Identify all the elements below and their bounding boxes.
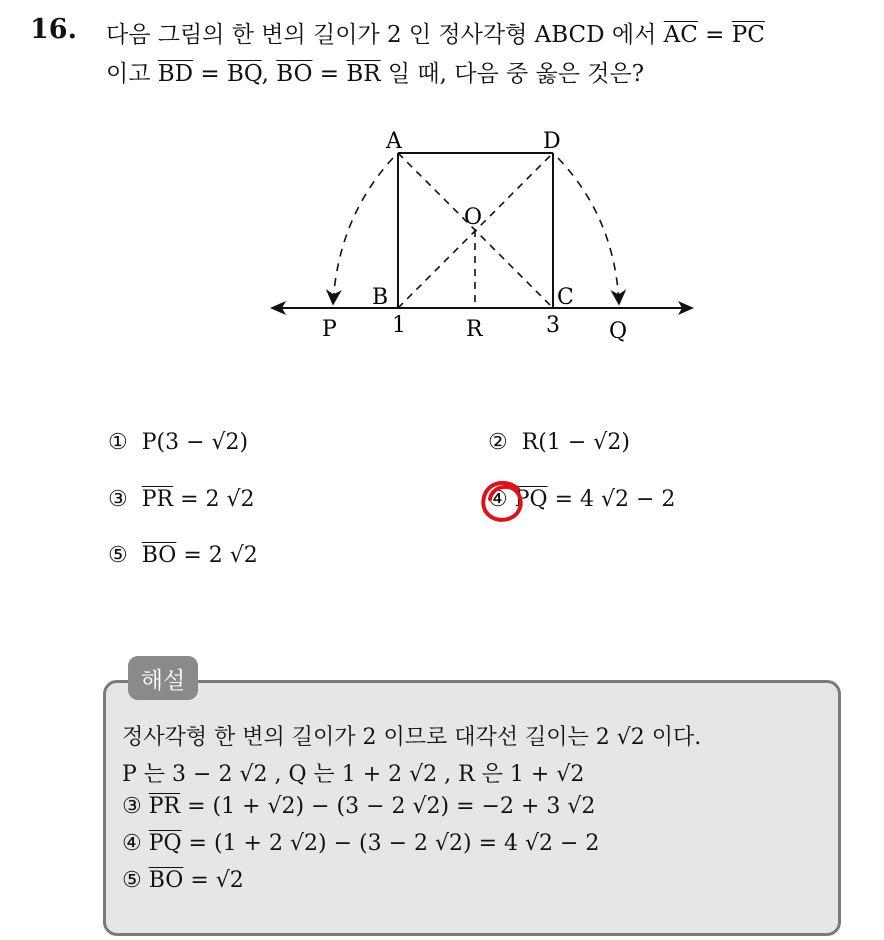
segment-bd: $\overline{BD}$ xyxy=(157,61,194,87)
solution-line-4-text: = (1 + 2 √2) − (3 − 2 √2) = 4 √2 − 2 xyxy=(181,831,600,856)
solution-line-3-text: = (1 + √2) − (3 − 2 √2) = −2 + 3 √2 xyxy=(180,794,596,819)
comma: , xyxy=(261,61,277,87)
label-1: 1 xyxy=(392,313,406,338)
choice-3[interactable] xyxy=(108,487,255,512)
square-number-line-figure xyxy=(260,118,700,348)
equals: = xyxy=(312,61,347,87)
solution-line-5 xyxy=(122,868,244,893)
equals: = xyxy=(697,22,732,48)
choice-2-number: ② xyxy=(488,430,508,455)
question-line-2 xyxy=(106,55,644,88)
choice-3-segment: $\overline{PR}$ xyxy=(141,487,174,512)
solution-line-2: P 는 3 − 2 √2 , Q 는 1 + 2 √2 , R 은 1 + √2 xyxy=(122,762,585,787)
question-text-1: 다음 그림의 한 변의 길이가 2 인 정사각형 ABCD 에서 xyxy=(106,22,664,48)
label-a: A xyxy=(386,129,402,154)
segment-pc: $\overline{PC}$ xyxy=(731,22,765,48)
solution-tag: 해설 xyxy=(128,656,198,700)
segment-bq: $\overline{BQ}$ xyxy=(227,61,262,87)
choice-5-text: = 2 √2 xyxy=(176,543,258,568)
label-o: O xyxy=(464,205,483,230)
solution-line-5-text: = √2 xyxy=(183,868,244,893)
answer-circle-mark xyxy=(478,477,528,527)
arc-d-to-q xyxy=(558,158,619,304)
label-3: 3 xyxy=(546,313,560,338)
label-c: C xyxy=(557,285,574,310)
solution-line-3-segment: $\overline{PR}$ xyxy=(148,794,181,819)
arc-a-to-p xyxy=(333,158,393,304)
solution-line-5-number: ⑤ xyxy=(122,868,149,893)
segment-ac: $\overline{AC}$ xyxy=(663,22,698,48)
solution-line-4 xyxy=(122,831,599,856)
choice-4-text: = 4 √2 − 2 xyxy=(547,487,676,512)
segment-bo: $\overline{BO}$ xyxy=(276,61,313,87)
label-b: B xyxy=(372,285,389,310)
solution-line-3-number: ③ xyxy=(122,794,149,819)
choice-5-segment: $\overline{BO}$ xyxy=(141,543,177,568)
question-line-1 xyxy=(106,16,765,49)
solution-line-3 xyxy=(122,794,595,819)
choice-1-text: P(3 − √2) xyxy=(141,430,249,455)
choice-5-number: ⑤ xyxy=(108,543,128,568)
choice-3-text: = 2 √2 xyxy=(173,487,255,512)
label-q: Q xyxy=(609,319,628,344)
label-r: R xyxy=(466,317,483,342)
label-p: P xyxy=(322,317,337,342)
solution-line-5-segment: $\overline{BO}$ xyxy=(148,868,184,893)
solution-line-4-segment: $\overline{PQ}$ xyxy=(148,831,182,856)
solution-line-1: 정사각형 한 변의 길이가 2 이므로 대각선 길이는 2 √2 이다. xyxy=(122,725,702,750)
question-text-2a: 이고 xyxy=(106,61,158,87)
choice-1-number: ① xyxy=(108,430,128,455)
question-number: 16. xyxy=(30,14,77,45)
choice-2-text: R(1 − √2) xyxy=(521,430,630,455)
solution-line-4-number: ④ xyxy=(122,831,149,856)
segment-br: $\overline{BR}$ xyxy=(346,61,381,87)
equals: = xyxy=(193,61,227,87)
label-d: D xyxy=(543,129,561,154)
choice-4-segment: $\overline{PQ}$ xyxy=(514,487,548,512)
choice-1[interactable] xyxy=(108,430,248,455)
choice-3-number: ③ xyxy=(108,487,128,512)
choice-4-number: ④ xyxy=(488,487,508,512)
choice-2[interactable] xyxy=(488,430,630,455)
choice-5[interactable] xyxy=(108,543,258,568)
question-text-2b: 일 때, 다음 중 옳은 것은? xyxy=(380,61,645,87)
